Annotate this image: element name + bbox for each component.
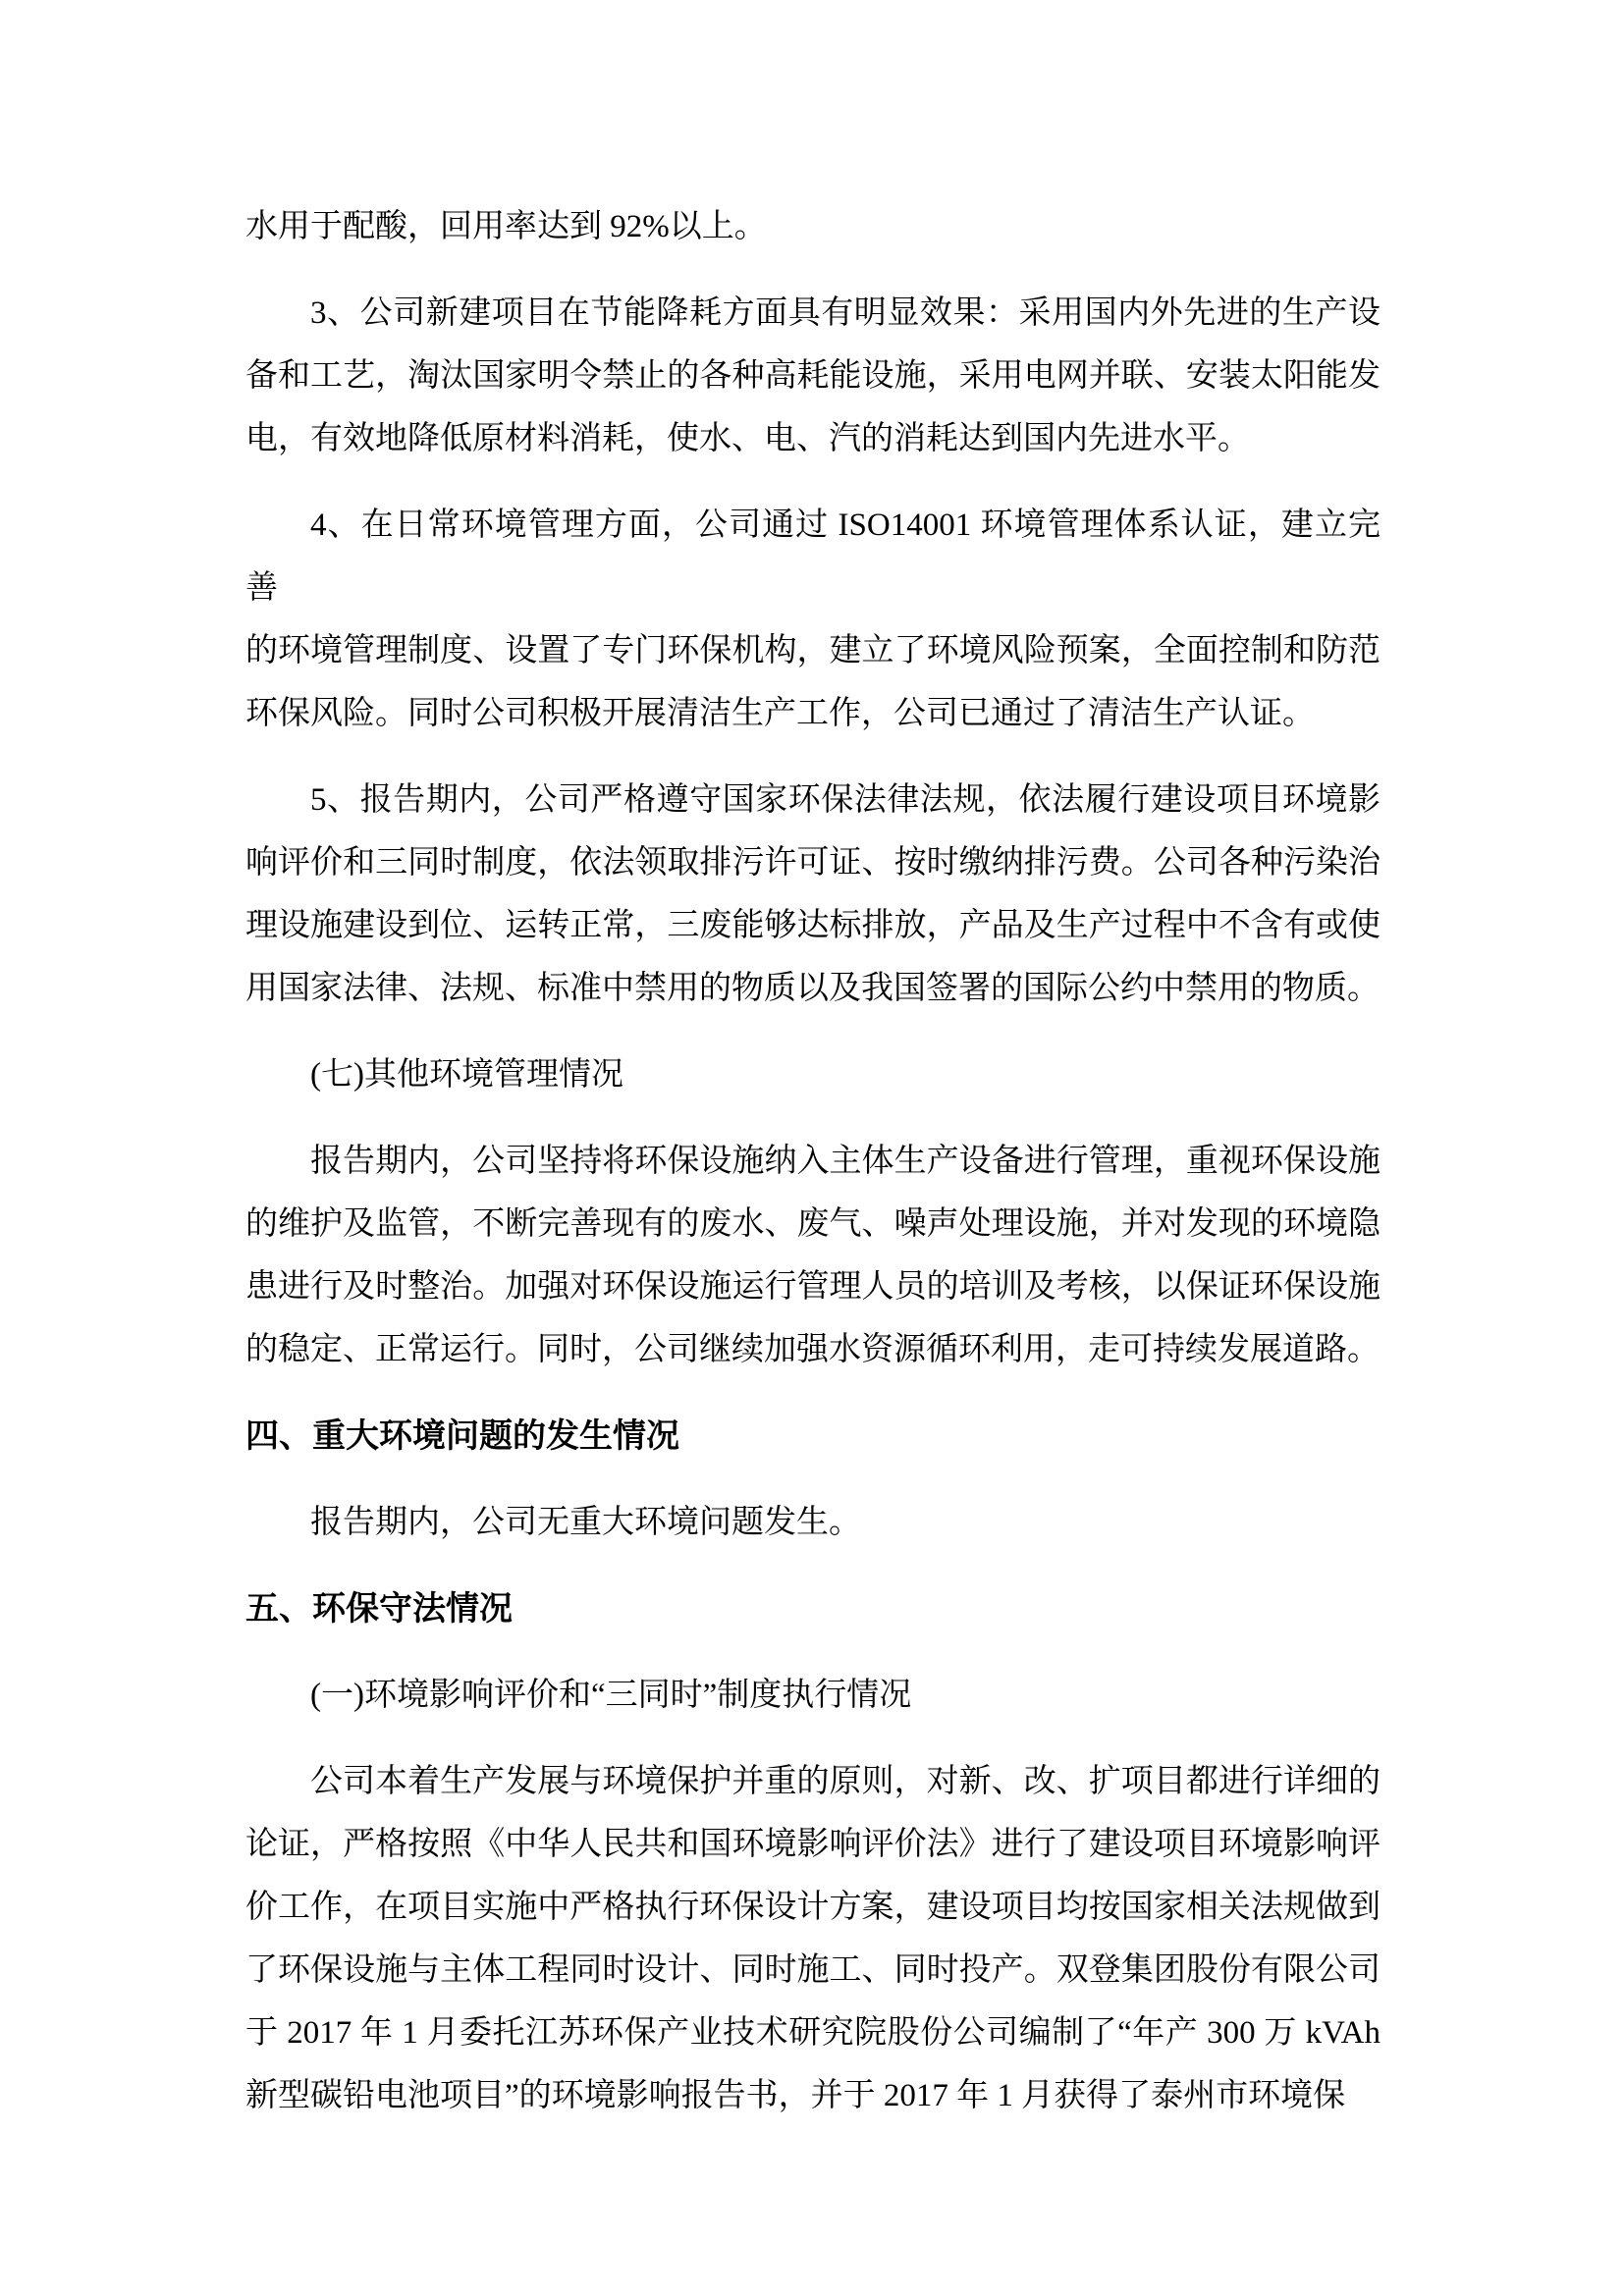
body-line: 患进行及时整治。加强对环保设施运行管理人员的培训及考核，以保证环保设施 bbox=[245, 1269, 1380, 1305]
paragraph-other-management bbox=[245, 1130, 1380, 1381]
paragraph-continuation bbox=[245, 195, 1380, 258]
body-line: 5、报告期内，公司严格遵守国家环保法律法规，依法履行建设项目环境影 bbox=[310, 782, 1380, 818]
paragraph-item-4 bbox=[245, 494, 1380, 745]
body-line: 响评价和三同时制度，依法领取排污许可证、按时缴纳排污费。公司各种污染治 bbox=[245, 845, 1380, 881]
body-line: 价工作，在项目实施中严格执行环保设计方案，建设项目均按国家相关法规做到 bbox=[245, 1890, 1380, 1925]
body-line: 电，有效地降低原材料消耗，使水、电、汽的消耗达到国内先进水平。 bbox=[245, 421, 1250, 456]
body-line: 报告期内，公司坚持将环保设施纳入主体生产设备进行管理，重视环保设施 bbox=[310, 1144, 1380, 1179]
document-content bbox=[245, 195, 1380, 2151]
paragraph-item-3 bbox=[245, 282, 1380, 470]
paragraph-eia-compliance bbox=[245, 1750, 1380, 2127]
subsection-heading-text: (七)其他环境管理情况 bbox=[310, 1057, 623, 1093]
body-line: 新型碳铅电池项目”的环境影响报告书，并于 2017 年 1 月获得了泰州市环境保 bbox=[245, 2078, 1346, 2113]
body-line: 的稳定、正常运行。同时，公司继续加强水资源循环利用，走可持续发展道路。 bbox=[245, 1332, 1380, 1367]
section-heading-text: 四、重大环境问题的发生情况 bbox=[245, 1417, 679, 1455]
body-line: 水用于配酸，回用率达到 92%以上。 bbox=[245, 209, 767, 244]
paragraph-no-major-issues bbox=[245, 1491, 1380, 1554]
body-line: 于 2017 年 1 月委托江苏环保产业技术研究院股份公司编制了“年产 300 万 kVAh bbox=[245, 2015, 1380, 2051]
body-line: 报告期内，公司无重大环境问题发生。 bbox=[310, 1505, 861, 1540]
subsection-heading-text: (一)环境影响评价和“三同时”制度执行情况 bbox=[310, 1678, 912, 1713]
body-line: 的维护及监管，不断完善现有的废水、废气、噪声处理设施，并对发现的环境隐 bbox=[245, 1206, 1380, 1242]
section-heading-4 bbox=[245, 1405, 1380, 1468]
body-line: 备和工艺，淘汰国家明令禁止的各种高耗能设施，采用电网并联、安装太阳能发 bbox=[245, 358, 1380, 394]
body-line: 论证，严格按照《中华人民共和国环境影响评价法》进行了建设项目环境影响评 bbox=[245, 1827, 1380, 1862]
body-line: 环保风险。同时公司积极开展清洁生产工作，公司已通过了清洁生产认证。 bbox=[245, 696, 1315, 731]
body-line: 4、在日常环境管理方面，公司通过 ISO14001 环境管理体系认证，建立完善 bbox=[245, 507, 1380, 606]
subsection-heading-7 bbox=[245, 1043, 1380, 1106]
paragraph-item-5 bbox=[245, 769, 1380, 1020]
body-line: 用国家法律、法规、标准中禁用的物质以及我国签署的国际公约中禁用的物质。 bbox=[245, 971, 1380, 1006]
section-heading-text: 五、环保守法情况 bbox=[245, 1590, 513, 1628]
body-line: 理设施建设到位、运转正常，三废能够达标排放，产品及生产过程中不含有或使 bbox=[245, 908, 1380, 943]
body-line: 了环保设施与主体工程同时设计、同时施工、同时投产。双登集团股份有限公司 bbox=[245, 1952, 1380, 1988]
body-line: 公司本着生产发展与环境保护并重的原则，对新、改、扩项目都进行详细的 bbox=[310, 1764, 1380, 1799]
body-line: 3、公司新建项目在节能降耗方面具有明显效果：采用国内外先进的生产设 bbox=[310, 295, 1380, 331]
subsection-heading-1 bbox=[245, 1664, 1380, 1727]
section-heading-5 bbox=[245, 1577, 1380, 1640]
body-line: 的环境管理制度、设置了专门环保机构，建立了环境风险预案，全面控制和防范 bbox=[245, 633, 1380, 668]
